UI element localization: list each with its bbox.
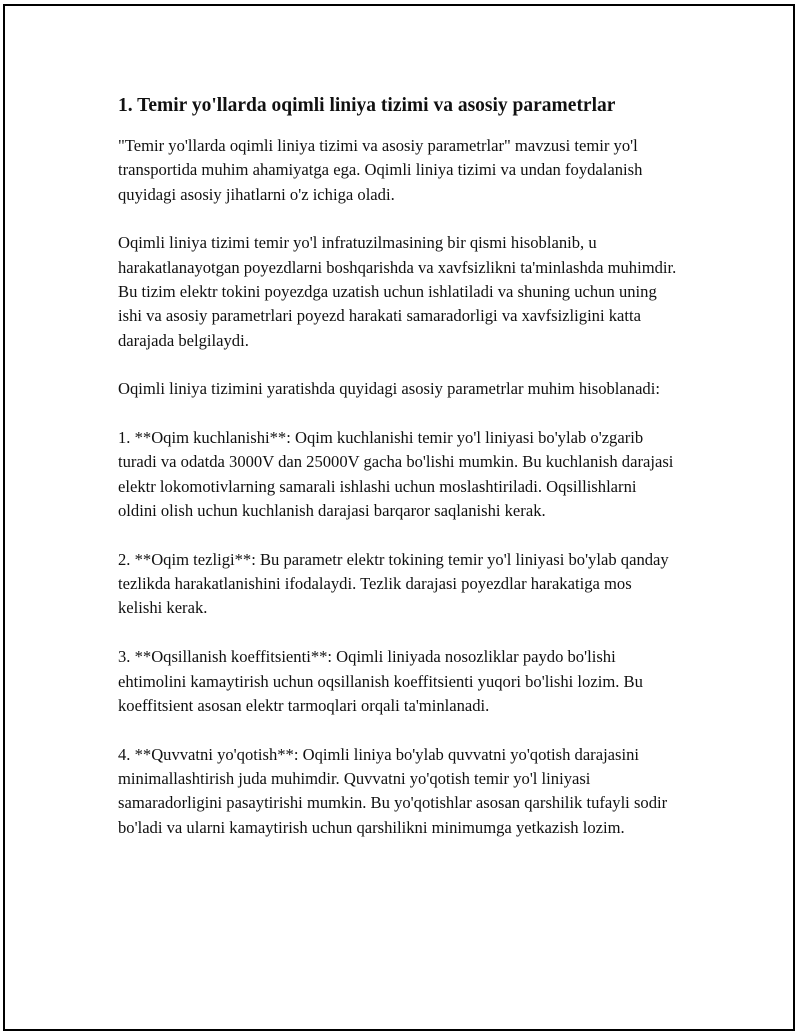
parameter-voltage-paragraph: 1. **Oqim kuchlanishi**: Oqim kuchlanishi temir yo'l liniyasi bo'ylab o'zgarib turadi va odatda 3000V dan 25000V gacha bo'lishi mumkin. Bu kuchlanish darajasi elektr lokomotivlarning samarali ishlashi uchun moslashtiriladi. Oqsillishlarni oldini olish uchun kuchlanish darajasi barqaror saqlanishi kerak. — [118, 428, 674, 521]
parameters-intro-paragraph: Oqimli liniya tizimini yaratishda quyidagi asosiy parametrlar muhim hisoblanadi: — [118, 379, 660, 399]
document-heading: 1. Temir yo'llarda oqimli liniya tizimi va asosiy parametrlar — [118, 95, 616, 116]
parameter-power-loss-paragraph: 4. **Quvvatni yo'qotish**: Oqimli liniya bo'ylab quvvatni yo'qotish darajasini minimallashtirish juda muhimdir. Quvvatni yo'qotish temir yo'l liniyasi samaradorligini pasaytirishi mumkin. Bu yo'qotishlar asosan qarshilik tufayli sodir bo'ladi va ularni kamaytirish uchun qarshilikni minimumga yetkazish lozim. — [118, 744, 668, 837]
system-description-paragraph: Oqimli liniya tizimi temir yo'l infratuzilmasining bir qismi hisoblanib, u harakatlanayotgan poyezdlarni boshqarishda va xavfsizlikni ta'minlashda muhimdir. Bu tizim elektr tokini poyezdga uzatish uchun ishlatiladi va shuning uchun uning ishi va asosiy parametrlari poyezd harakati samaradorligi va xavfsizligini katta darajada belgilaydi. — [118, 233, 677, 350]
document-body — [118, 94, 678, 864]
parameter-coefficient-paragraph: 3. **Oqsillanish koeffitsienti**: Oqimli liniyada nosozliklar paydo bo'lishi ehtimolini kamaytirish uchun oqsillanish koeffitsienti yuqori bo'lishi lozim. Bu koeffitsient asosan elektr tarmoqlari orqali ta'minlanadi. — [118, 647, 643, 715]
intro-paragraph: "Temir yo'llarda oqimli liniya tizimi va asosiy parametrlar" mavzusi temir yo'l transportida muhim ahamiyatga ega. Oqimli liniya tizimi va undan foydalanish quyidagi asosiy jihatlarni o'z ichiga oladi. — [118, 136, 643, 204]
parameter-speed-paragraph: 2. **Oqim tezligi**: Bu parametr elektr tokining temir yo'l liniyasi bo'ylab qanday tezlikda harakatlanishini ifodalaydi. Tezlik darajasi poyezdlar harakatiga mos kelishi kerak. — [118, 549, 669, 618]
